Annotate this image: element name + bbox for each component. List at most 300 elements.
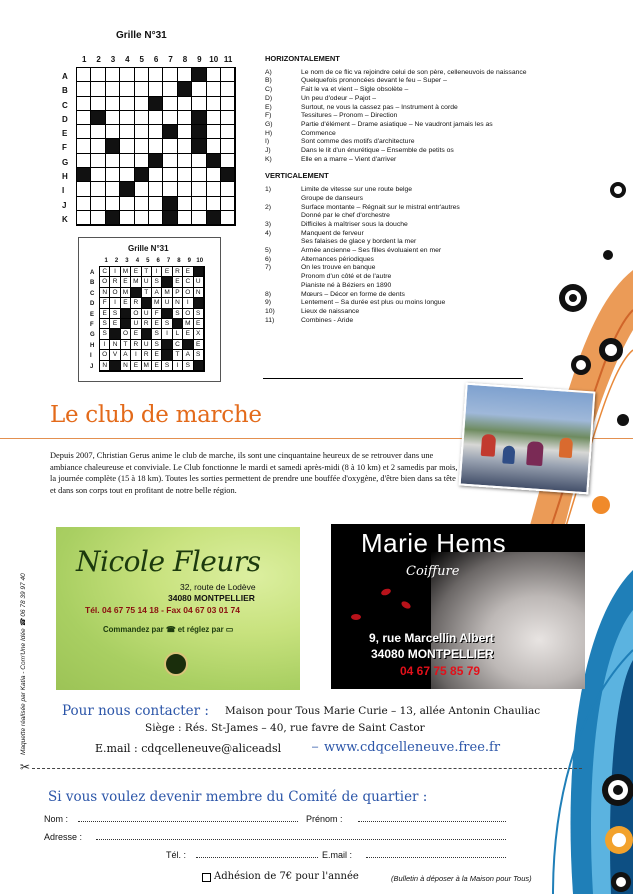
solution-cell: S — [152, 329, 162, 339]
clue-number — [265, 238, 301, 247]
solution-cell: E — [152, 361, 162, 371]
grid-cell — [178, 154, 192, 168]
credit-text: Maquette réalisée par Katia - Com'Une Idée ☎ 06 78 39 97 40 — [20, 573, 27, 755]
grid-row-letter: K — [62, 214, 68, 224]
grid-cell — [149, 168, 163, 182]
grid-cell — [178, 168, 192, 182]
solution-cell-black — [131, 288, 141, 298]
grid-column-number: 9 — [197, 55, 202, 64]
petal-decoration — [380, 587, 391, 596]
email-field[interactable] — [366, 849, 506, 858]
grid-cell-black — [221, 168, 235, 182]
grid-cell — [77, 82, 91, 96]
solution-column-number: 9 — [187, 258, 191, 264]
grid-cell — [120, 197, 134, 211]
nicole-logo-icon — [164, 652, 188, 676]
clue-item — [265, 104, 585, 113]
grid-cell — [120, 82, 134, 96]
grid-cell — [221, 182, 235, 196]
clue-number: 9) — [265, 299, 272, 307]
grid-cell — [178, 111, 192, 125]
grid-column-number: 6 — [153, 55, 159, 64]
grid-cell — [106, 197, 120, 211]
grid-cell — [77, 182, 91, 196]
solution-cell-black — [183, 340, 193, 350]
tel-label: Tél. : — [166, 850, 187, 860]
grid-cell — [192, 154, 206, 168]
grid-cell — [91, 168, 105, 182]
solution-cell: N — [110, 340, 120, 350]
solution-cell: N — [100, 288, 110, 298]
solution-cell: I — [100, 340, 110, 350]
clue-item — [265, 69, 585, 78]
club-title: Le club de marche — [50, 402, 262, 428]
solution-cell: C — [173, 340, 183, 350]
solution-cell: M — [183, 319, 193, 329]
grid-row-letter: J — [62, 200, 67, 210]
clue-number: 1) — [265, 186, 272, 194]
grid-cell — [221, 139, 235, 153]
solution-cell: I — [110, 267, 120, 277]
clue-item — [265, 308, 585, 317]
solution-cell: O — [183, 288, 193, 298]
solution-cell: O — [131, 309, 141, 319]
clue-number — [265, 212, 301, 221]
grid-cell — [178, 97, 192, 111]
clue-number: 7) — [265, 264, 272, 272]
grid-cell — [221, 82, 235, 96]
solution-cell: I — [131, 350, 141, 360]
grid-cell — [135, 82, 149, 96]
clue-item — [265, 195, 585, 204]
email-label: E.mail : — [322, 850, 353, 860]
clue-item — [265, 230, 585, 239]
solution-cell: U — [142, 277, 152, 287]
grid-cell — [120, 168, 134, 182]
contact-separator: – — [312, 741, 319, 753]
solution-cell: I — [152, 267, 162, 277]
solution-cell: U — [142, 340, 152, 350]
solution-cell: M — [131, 277, 141, 287]
solution-cell-black — [194, 267, 204, 277]
nicole-phone: Tél. 04 67 75 14 18 - Fax 04 67 03 01 74 — [85, 605, 241, 615]
grid-cell — [149, 68, 163, 82]
grid-cell — [221, 154, 235, 168]
nom-label: Nom : — [44, 814, 69, 824]
solution-cell: I — [173, 361, 183, 371]
club-photo — [459, 383, 596, 495]
grid-cell — [221, 111, 235, 125]
grid-cell-black — [192, 68, 206, 82]
solution-cell: M — [121, 288, 131, 298]
solution-cell: L — [173, 329, 183, 339]
grid-cell — [163, 82, 177, 96]
club-text: Depuis 2007, Christian Gerus anime le club de marche, ils sont une cinquantaine heureux de se retrouver dans une ambiance chaleureuse et conviviale. Le Club fonctionne le mardi et samedi après-midi (8 à 10 km) et 2 samedis par mois, la journée complète (15 à 18 km). Toutes les sorties permettent de prendre une bouffée d'oxygène, d'être bien dans sa tête et dans son corps tout en profitant de notre belle région. — [50, 451, 458, 495]
grid-cell — [149, 125, 163, 139]
grid-title: Grille N°31 — [116, 30, 167, 41]
clue-item — [265, 186, 585, 195]
grid-cell-black — [163, 197, 177, 211]
grid-row-letter: H — [62, 172, 68, 182]
grid-cell — [91, 211, 105, 225]
grid-cell — [77, 197, 91, 211]
clue-item — [265, 156, 585, 165]
clue-item — [265, 273, 585, 282]
solution-cell: E — [152, 350, 162, 360]
grid-cell — [163, 182, 177, 196]
clue-number: 6) — [265, 255, 272, 263]
grid-cell-black — [149, 97, 163, 111]
grid-cell — [106, 82, 120, 96]
grid-cell — [221, 68, 235, 82]
clue-number: J) — [265, 147, 271, 155]
grid-cell-black — [120, 182, 134, 196]
grid-cell — [207, 125, 221, 139]
clue-number — [265, 195, 301, 204]
grid-cell — [192, 82, 206, 96]
solution-cell: E — [183, 329, 193, 339]
grid-cell — [120, 97, 134, 111]
scissors-icon: ✂ — [20, 760, 31, 774]
grid-cell — [192, 182, 206, 196]
grid-cell — [149, 111, 163, 125]
clue-number: A) — [265, 68, 272, 76]
solution-cell: M — [162, 288, 172, 298]
solution-cell: I — [110, 298, 120, 308]
grid-column-number: 1 — [81, 55, 87, 64]
solution-cell: S — [110, 309, 120, 319]
grid-cell — [163, 168, 177, 182]
solution-column-number: 8 — [177, 258, 181, 264]
grid-cell — [106, 125, 120, 139]
grid-cell — [192, 97, 206, 111]
grid-cell-black — [149, 154, 163, 168]
grid-cell — [77, 139, 91, 153]
marie-name: Marie Hems — [361, 528, 507, 558]
grid-cell — [120, 111, 134, 125]
clue-item — [265, 95, 585, 104]
solution-cell: S — [100, 319, 110, 329]
solution-column-number: 4 — [135, 258, 140, 264]
solution-cell: U — [131, 319, 141, 329]
petal-decoration — [351, 614, 361, 620]
grid-cell — [106, 168, 120, 182]
grid-cell — [91, 125, 105, 139]
solution-cell: E — [194, 340, 204, 350]
clue-text: On les trouve en banque — [301, 264, 376, 272]
vertical-heading: VERTICALEMENT — [265, 171, 329, 181]
clue-number: H) — [265, 129, 273, 137]
solution-cell: T — [121, 340, 131, 350]
grid-cell — [163, 154, 177, 168]
grid-cell-black — [91, 111, 105, 125]
solution-cell: T — [173, 350, 183, 360]
solution-cell: N — [194, 288, 204, 298]
solution-cell: S — [162, 319, 172, 329]
marie-phone: 04 67 75 85 79 — [400, 664, 481, 678]
marie-address-street: 9, rue Marcellin Albert — [369, 631, 494, 645]
solution-cell: N — [173, 298, 183, 308]
grid-cell — [120, 211, 134, 225]
solution-cell: R — [142, 319, 152, 329]
clue-text: Surface montante – Régnait sur le mistral entr'autres — [301, 203, 460, 211]
clue-item — [265, 256, 585, 265]
clue-item — [265, 204, 585, 213]
grid-cell-black — [178, 82, 192, 96]
solution-row-letter: E — [90, 311, 95, 318]
clue-text: Le nom de ce flic va rejoindre celui de son père, celleneuvois de naissance — [301, 68, 527, 76]
solution-row-letter: G — [90, 332, 95, 339]
grid-cell — [135, 182, 149, 196]
solution-cell: S — [162, 361, 172, 371]
grid-cell — [120, 68, 134, 82]
contact-address: Maison pour Tous Marie Curie – 13, allée Antonin Chauliac — [225, 705, 541, 717]
solution-cell: S — [152, 277, 162, 287]
grid-cell — [221, 211, 235, 225]
contact-title: Pour nous contacter : — [62, 703, 209, 719]
grid-cell — [77, 111, 91, 125]
clue-number: 8) — [265, 290, 272, 298]
clue-text: Quelquefois prononcées devant le feu – Super – — [301, 77, 447, 85]
grid-cell — [106, 68, 120, 82]
solution-row-letter: D — [90, 301, 95, 308]
clue-text: Pronom d'un côté et de l'autre — [301, 273, 392, 281]
solution-column-number: 10 — [196, 258, 204, 264]
grid-cell — [91, 154, 105, 168]
marie-address-city: 34080 MONTPELLIER — [371, 647, 494, 661]
solution-cell: T — [142, 267, 152, 277]
solution-cell: E — [194, 319, 204, 329]
clue-text: Alternances périodiques — [301, 255, 374, 263]
clue-item — [265, 282, 585, 291]
grid-cell — [207, 97, 221, 111]
clue-text: Surtout, ne vous la cassez pas – Instrument à corde — [301, 103, 458, 111]
solution-column-number: 1 — [104, 258, 108, 264]
clue-item — [265, 147, 585, 156]
grid-cell — [91, 197, 105, 211]
grid-cell — [91, 139, 105, 153]
solution-cell: C — [183, 277, 193, 287]
solution-cell: E — [183, 267, 193, 277]
adresse-field[interactable] — [96, 831, 506, 840]
grid-cell — [120, 139, 134, 153]
clue-number: 2) — [265, 203, 272, 211]
clues-divider — [263, 378, 523, 379]
grid-cell — [207, 139, 221, 153]
clue-number: G) — [265, 120, 273, 128]
prenom-field[interactable] — [358, 813, 506, 822]
solution-row-letter: A — [90, 270, 95, 276]
solution-column-number: 6 — [156, 258, 160, 264]
ad-nicole-fleurs — [56, 527, 300, 690]
grid-cell — [91, 68, 105, 82]
adhesion-label: Adhésion de 7€ pour l'année — [214, 871, 359, 882]
clue-text: Armée ancienne – Ses filles évoluaient en mer — [301, 247, 442, 255]
clue-item — [265, 317, 585, 326]
clue-text: Dans le lit d'un énurétique – Ensemble de petits os — [301, 147, 454, 155]
clue-number: C) — [265, 86, 273, 94]
grid-cell-black — [106, 211, 120, 225]
clue-text: Manquent de ferveur — [301, 229, 364, 237]
grid-cell — [207, 168, 221, 182]
grid-row-letter: A — [62, 72, 68, 81]
solution-cell: E — [131, 329, 141, 339]
grid-cell — [149, 197, 163, 211]
grid-cell — [192, 197, 206, 211]
clue-number: B) — [265, 77, 272, 85]
grid-row-letter: B — [62, 86, 68, 96]
grid-cell — [149, 182, 163, 196]
solution-row-letter: J — [90, 363, 94, 370]
grid-cell — [77, 154, 91, 168]
solution-cell: A — [121, 350, 131, 360]
clue-number: I) — [265, 138, 270, 146]
nicole-address-street: 32, route de Lodève — [180, 582, 256, 592]
solution-cell: E — [121, 277, 131, 287]
solution-row-letter: F — [90, 321, 94, 328]
solution-cell-black — [162, 350, 172, 360]
grid-cell — [178, 197, 192, 211]
solution-cell: F — [152, 309, 162, 319]
solution-cell: O — [183, 309, 193, 319]
grid-cell — [106, 182, 120, 196]
grid-cell — [163, 139, 177, 153]
clue-item — [265, 238, 585, 247]
grid-cell-black — [207, 154, 221, 168]
tel-field[interactable] — [196, 849, 318, 858]
solution-cell: P — [173, 288, 183, 298]
solution-cell: S — [152, 340, 162, 350]
adresse-label: Adresse : — [44, 832, 83, 842]
solution-grid — [99, 266, 205, 372]
clue-number: 3) — [265, 220, 272, 228]
clue-text: Groupe de danseurs — [301, 194, 363, 202]
solution-cell-black — [194, 361, 204, 371]
clue-number — [265, 273, 301, 282]
grid-cell — [106, 154, 120, 168]
solution-cell: E — [100, 309, 110, 319]
clue-text: Mœurs – Décor en forme de dents — [301, 290, 405, 298]
grid-cell-black — [106, 139, 120, 153]
grid-cell — [207, 111, 221, 125]
solution-cell: S — [183, 361, 193, 371]
clue-item — [265, 86, 585, 95]
solution-cell-black — [121, 309, 131, 319]
clue-text: Ses falaises de glace y bordent la mer — [301, 238, 417, 246]
grid-row-letter: G — [62, 157, 69, 167]
clue-text: Lentement – Sa durée est plus ou moins longue — [301, 299, 446, 307]
grid-cell — [91, 82, 105, 96]
solution-cell: R — [142, 350, 152, 360]
ad-marie-hems — [331, 524, 585, 689]
membership-title: Si vous voulez devenir membre du Comité de quartier : — [48, 789, 428, 805]
grid-column-number: 4 — [125, 55, 130, 64]
clue-text: Limite de vitesse sur une route belge — [301, 186, 413, 194]
grid-column-number: 3 — [110, 55, 116, 64]
grid-cell — [91, 182, 105, 196]
solution-cell: S — [194, 350, 204, 360]
grid-cell — [135, 154, 149, 168]
solution-cell: F — [100, 298, 110, 308]
grid-column-numbers — [77, 55, 235, 64]
grid-row-letter: I — [62, 186, 65, 196]
solution-cell: M — [152, 298, 162, 308]
solution-column-number: 5 — [146, 258, 150, 264]
solution-row-letter: H — [90, 342, 95, 349]
nicole-address-city: 34080 MONTPELLIER — [168, 593, 255, 603]
grid-column-number: 5 — [139, 55, 144, 64]
grid-cell — [207, 82, 221, 96]
solution-cell: U — [162, 298, 172, 308]
solution-row-letter: I — [90, 353, 92, 360]
solution-cell: R — [131, 298, 141, 308]
grid-cell — [135, 97, 149, 111]
solution-title: Grille N°31 — [128, 244, 169, 253]
grid-cell — [207, 68, 221, 82]
clue-number — [265, 282, 301, 291]
solution-cell: E — [131, 267, 141, 277]
grid-cell — [221, 97, 235, 111]
nom-field[interactable] — [78, 813, 298, 822]
grid-cell — [221, 197, 235, 211]
grid-cell — [77, 211, 91, 225]
solution-cell: E — [121, 298, 131, 308]
clue-text: Difficiles à maîtriser sous la douche — [301, 220, 408, 228]
solution-column-number: 3 — [125, 258, 129, 264]
grid-cell — [207, 197, 221, 211]
grid-cell-black — [192, 139, 206, 153]
adhesion-checkbox[interactable] — [202, 873, 211, 882]
solution-cell-black — [142, 298, 152, 308]
solution-column-number: 2 — [114, 258, 119, 264]
clue-number: F) — [265, 112, 272, 120]
solution-cell: E — [152, 319, 162, 329]
grid-cell — [106, 111, 120, 125]
grid-cell-black — [163, 211, 177, 225]
grid-column-number: 8 — [182, 55, 188, 64]
clue-text: Elle en a marre – Vient d'arriver — [301, 155, 397, 163]
clue-text: Donné par le chef d'orchestre — [301, 212, 390, 220]
grid-cell — [163, 111, 177, 125]
horizontal-heading: HORIZONTALEMENT — [265, 54, 340, 63]
horizontal-clues — [265, 69, 585, 165]
crossword-grid — [76, 67, 236, 226]
solution-cell: N — [121, 361, 131, 371]
solution-cell: N — [100, 361, 110, 371]
clue-number: K) — [265, 155, 272, 163]
solution-cell: R — [131, 340, 141, 350]
clue-item — [265, 77, 585, 86]
solution-cell: R — [173, 267, 183, 277]
clue-text: Lieux de naissance — [301, 307, 360, 315]
grid-row-letter: D — [62, 114, 68, 124]
grid-row-letter: E — [62, 129, 68, 139]
solution-cell: O — [100, 277, 110, 287]
clue-item — [265, 247, 585, 256]
solution-cell: E — [162, 267, 172, 277]
grid-cell — [135, 125, 149, 139]
clue-number: 10) — [265, 307, 275, 315]
clue-item — [265, 138, 585, 147]
grid-column-number: 2 — [96, 55, 101, 64]
clue-item — [265, 212, 585, 221]
solution-cell: E — [131, 361, 141, 371]
contact-website-link[interactable]: www.cdqcelleneuve.free.fr — [324, 740, 501, 755]
grid-cell — [120, 154, 134, 168]
solution-cell: S — [100, 329, 110, 339]
contact-email: E.mail : cdqcelleneuve@aliceadsl — [95, 742, 282, 755]
grid-cell — [178, 139, 192, 153]
